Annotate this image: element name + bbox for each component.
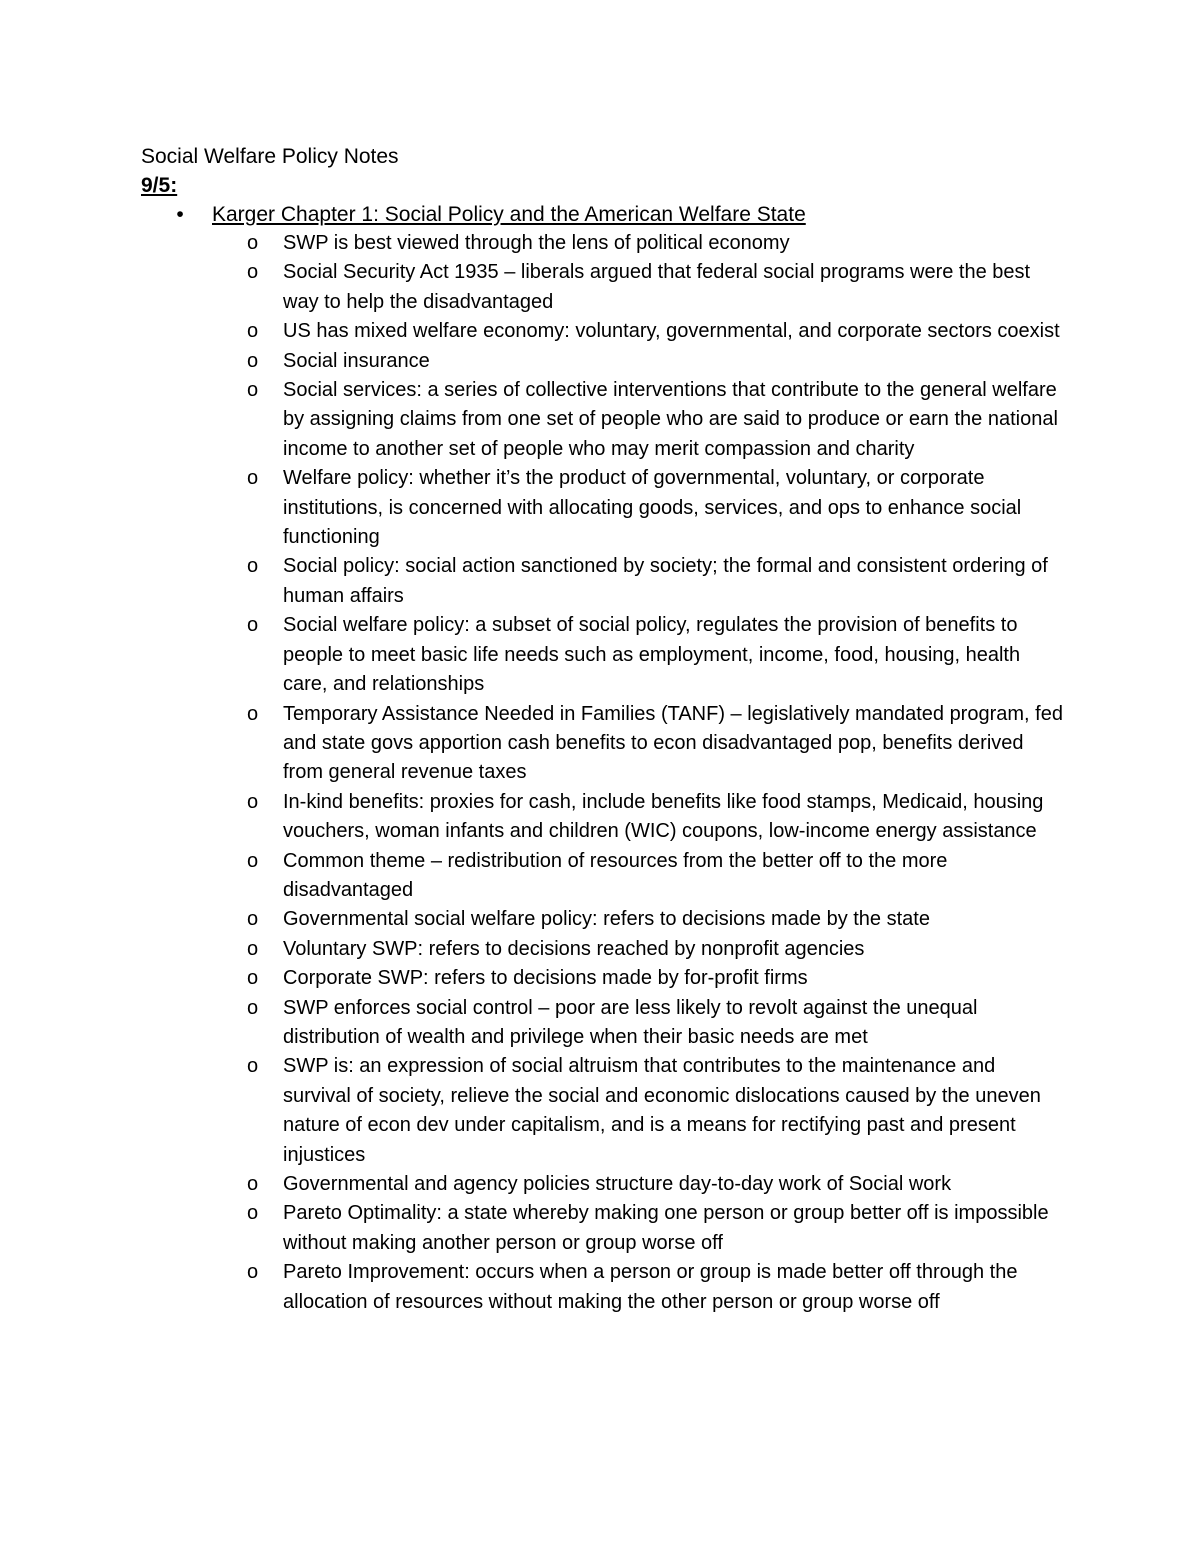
notes-list: [243, 229, 1068, 1317]
list-item: [243, 994, 1068, 1053]
circle-bullet-icon: o: [247, 467, 259, 490]
list-item: [243, 700, 1068, 788]
list-item: [243, 552, 1068, 611]
note-text: Social insurance: [283, 349, 430, 372]
note-text: Governmental and agency policies structure day-to-day work of Social work: [283, 1173, 952, 1195]
list-item: [243, 611, 1068, 699]
list-item: [243, 1170, 1068, 1199]
note-text: Pareto Improvement: occurs when a person or group is made better off through the allocation of resources without making the other person or group worse off: [283, 1261, 1018, 1313]
list-item: [243, 464, 1068, 552]
list-item: [243, 347, 1068, 376]
circle-bullet-icon: o: [247, 849, 259, 872]
note-text: Social welfare policy: a subset of social policy, regulates the provision of benefits to people to meet basic life needs such as employment, income, food, housing, health care, and relationships: [283, 614, 1021, 696]
circle-bullet-icon: o: [247, 937, 259, 960]
note-text: Social Security Act 1935 – liberals argued that federal social programs were the best way to help the disadvantaged: [283, 261, 1031, 313]
circle-bullet-icon: o: [247, 1055, 259, 1078]
circle-bullet-icon: o: [247, 908, 259, 931]
note-text: Welfare policy: whether it’s the product of governmental, voluntary, or corporate institutions, is concerned with allocating goods, services, and ops to enhance social functioning: [283, 467, 1022, 549]
list-item: [243, 964, 1068, 993]
note-text: Voluntary SWP: refers to decisions reached by nonprofit agencies: [283, 937, 865, 960]
list-item: [243, 317, 1068, 346]
note-text: Social policy: social action sanctioned by society; the formal and consistent ordering of human affairs: [283, 555, 1048, 607]
list-item: [243, 258, 1068, 317]
list-item: [243, 376, 1068, 464]
list-item: [243, 847, 1068, 906]
circle-bullet-icon: o: [247, 1261, 259, 1284]
note-text: Social services: a series of collective interventions that contribute to the general welfare by assigning claims from one set of people who are said to produce or earn the national income to another set of people who may merit compassion and charity: [283, 379, 1058, 460]
note-text: SWP enforces social control – poor are less likely to revolt against the unequal distribution of wealth and privilege when their basic needs are met: [283, 996, 978, 1048]
note-text: In-kind benefits: proxies for cash, include benefits like food stamps, Medicaid, housing vouchers, woman infants and children (WIC) coupons, low-income energy assistance: [283, 790, 1044, 843]
circle-bullet-icon: o: [247, 379, 259, 402]
list-item: [243, 1258, 1068, 1317]
circle-bullet-icon: o: [247, 261, 259, 284]
circle-bullet-icon: o: [247, 349, 259, 372]
circle-bullet-icon: o: [247, 555, 259, 578]
circle-bullet-icon: o: [247, 1202, 259, 1225]
note-text: Temporary Assistance Needed in Families (TANF) – legislatively mandated program, fed and state govs apportion cash benefits to econ disadvantaged pop, benefits derived from general revenue taxes: [283, 702, 1063, 784]
note-text: Corporate SWP: refers to decisions made by for-profit firms: [283, 967, 808, 990]
circle-bullet-icon: o: [247, 614, 259, 637]
circle-bullet-icon: o: [247, 702, 259, 725]
circle-bullet-icon: o: [247, 967, 259, 990]
note-text: SWP is: an expression of social altruism that contributes to the maintenance and survival of society, relieve the social and economic dislocations caused by the uneven nature of econ dev under capitalism, and is a means for rectifying past and present injustices: [283, 1055, 1041, 1166]
circle-bullet-icon: o: [247, 790, 259, 813]
circle-bullet-icon: o: [247, 996, 259, 1019]
list-item: [243, 1052, 1068, 1170]
list-item: [243, 788, 1068, 847]
circle-bullet-icon: o: [247, 320, 259, 343]
bullet-icon: •: [176, 203, 184, 226]
chapter-title: Karger Chapter 1: Social Policy and the American Welfare State: [212, 203, 806, 226]
list-item: [243, 905, 1068, 934]
note-text: SWP is best viewed through the lens of political economy: [283, 232, 790, 254]
date-heading: 9/5:: [141, 174, 178, 197]
list-item: [243, 229, 1068, 258]
list-item: [243, 935, 1068, 964]
note-text: Common theme – redistribution of resources from the better off to the more disadvantaged: [283, 849, 948, 901]
note-text: US has mixed welfare economy: voluntary, governmental, and corporate sectors coexist: [283, 320, 1060, 343]
document-title: Social Welfare Policy Notes: [141, 145, 399, 168]
note-text: Governmental social welfare policy: refers to decisions made by the state: [283, 908, 930, 931]
circle-bullet-icon: o: [247, 1173, 259, 1195]
circle-bullet-icon: o: [247, 232, 259, 254]
list-item: [243, 1199, 1068, 1258]
note-text: Pareto Optimality: a state whereby making one person or group better off is impossible without making another person or group worse off: [283, 1202, 1049, 1254]
